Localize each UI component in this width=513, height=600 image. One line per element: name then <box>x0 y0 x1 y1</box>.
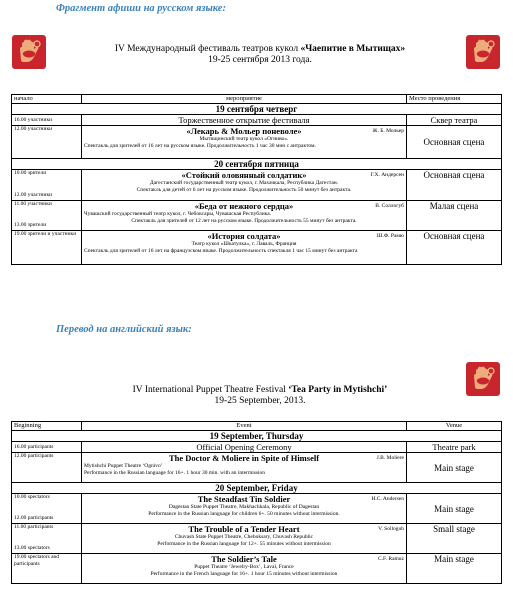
event-title: The Soldier’s Tale <box>211 554 277 564</box>
event-details: Performance in the French language for 16+. 1 hour 15 minutes without intermission <box>150 570 338 577</box>
col-begin-header: Beginning <box>12 422 82 431</box>
event-author: V. Sollogub <box>378 526 404 532</box>
festival-logo-icon <box>12 35 46 69</box>
event-company: Театр кукол «Шкатулка», г. Лаваль, Франция <box>191 241 297 247</box>
festival-logo-icon <box>466 35 500 69</box>
table-row <box>12 115 502 126</box>
col-begin-header: начало <box>12 95 82 104</box>
start-time: 12.00 участники <box>14 192 53 198</box>
event-title: «История солдата» <box>207 231 281 241</box>
title-line-bold: ‘Tea Party in Mytishchi’ <box>288 385 388 395</box>
table-row <box>12 170 502 201</box>
start-time: 10.00 spectators <box>14 494 50 500</box>
event-details: Спектакль для зрителей от 12 лет на русском языке. Продолжительность 55 минут без антракта. <box>131 217 357 224</box>
event-cell <box>82 201 407 231</box>
venue: Малая сцена <box>407 201 502 231</box>
col-event-header: мероприятие <box>82 95 407 104</box>
event-title: The Doctor & Moliere in Spite of Himself <box>168 453 320 463</box>
event-company: Mytishchi Puppet Theatre ‘Ognivo’ <box>84 463 163 469</box>
event-author: C.F. Ramuz <box>378 556 404 562</box>
start-time-cell <box>12 524 82 554</box>
event-cell <box>82 554 407 584</box>
event-details: Спектакль для детей от 6 лет на русском языке. Продолжительность 50 минут без антракта. <box>136 186 352 193</box>
venue: Main stage <box>407 494 502 524</box>
title-line-bold: «Чаепитие в Мытищах» <box>300 44 406 54</box>
table-row <box>12 442 502 453</box>
table-row <box>12 126 502 159</box>
section-heading-russian: Фрагмент афиши на русском языке: <box>56 3 226 14</box>
event-author: Г.Х. Андерсен <box>370 172 404 178</box>
event-author: H.C. Andersen <box>371 496 404 502</box>
event-author: J.B. Moliere <box>376 455 404 461</box>
start-time: 12.00 участники <box>12 126 82 159</box>
table-row <box>12 453 502 483</box>
start-time: 13.00 зрители <box>14 222 47 228</box>
start-time: 16.00 participants <box>12 442 82 453</box>
event-name: Official Opening Ceremony <box>82 442 407 453</box>
venue: Main stage <box>407 453 502 483</box>
table-row <box>12 231 502 265</box>
venue: Основная сцена <box>407 231 502 265</box>
event-company: Чувашский государственный театр кукол, г. Чебоксары, Чувашская Республика. <box>84 211 272 217</box>
day-heading: 20 September, Friday <box>12 483 502 494</box>
schedule-table-russian <box>11 94 502 265</box>
venue: Сквер театра <box>407 115 502 126</box>
event-cell <box>82 231 407 265</box>
event-cell <box>82 524 407 554</box>
venue: Small stage <box>407 524 502 554</box>
event-cell <box>82 453 407 483</box>
table-header-row <box>12 422 502 431</box>
start-time-cell <box>12 201 82 231</box>
event-title: «Лекарь & Мольер поневоле» <box>186 126 302 136</box>
day-heading: 19 September, Thursday <box>12 431 502 442</box>
festival-title-english <box>60 385 460 407</box>
start-time-cell <box>12 170 82 201</box>
table-row <box>12 524 502 554</box>
event-title: The Trouble of a Tender Heart <box>188 524 300 534</box>
schedule-table-english <box>11 421 502 584</box>
event-company: Дагестанский государственный театр кукол, г. Махачкала, Республика Дагестан. <box>149 180 339 186</box>
start-time: 11.00 участники <box>14 201 52 207</box>
table-row <box>12 554 502 584</box>
event-author: Ж. Б. Мольер <box>372 128 404 134</box>
event-company: Мытищинский театр кукол «Огниво». <box>199 136 289 142</box>
festival-title-russian <box>60 44 460 66</box>
event-cell <box>82 170 407 201</box>
event-title: «Стойкий оловянный солдатик» <box>181 170 307 180</box>
venue: Main stage <box>407 554 502 584</box>
event-details: Спектакль для зрителей от 16 лет на русском языке. Продолжительность 1 час 30 мин с антрактом. <box>84 142 316 149</box>
title-dates: 19-25 сентября 2013 года. <box>208 55 312 65</box>
start-time: 10.00 зрители <box>14 170 47 176</box>
title-line-prefix: IV International Puppet Theatre Festival <box>132 385 289 395</box>
event-cell <box>82 126 407 159</box>
table-header-row <box>12 95 502 104</box>
venue: Theatre park <box>407 442 502 453</box>
festival-logo-icon <box>466 362 500 396</box>
event-title: «Беда от нежного сердца» <box>194 201 294 211</box>
col-event-header: Event <box>82 422 407 431</box>
event-name: Торжественное открытие фестиваля <box>82 115 407 126</box>
event-details: Спектакль для зрителей от 16 лет на французском языке. Продолжительность спектакля 1 час 15 минут без антракта <box>84 247 358 254</box>
start-time: 12.00 participants <box>12 453 82 483</box>
col-venue-header: Место проведения <box>407 95 502 104</box>
table-row <box>12 201 502 231</box>
start-time-cell <box>12 494 82 524</box>
col-venue-header: Venue <box>407 422 502 431</box>
start-time: 19.00 spectators and participants <box>12 554 82 584</box>
event-title: The Steadfast Tin Soldier <box>197 494 291 504</box>
title-dates: 19-25 September, 2013. <box>214 396 306 406</box>
start-time: 13.00 spectators <box>14 545 50 551</box>
start-time: 19.00 зрители и участники <box>12 231 82 265</box>
event-company: Puppet Theatre ‘Jewelry-Box’, Laval, France <box>194 564 294 570</box>
table-row <box>12 494 502 524</box>
section-heading-english: Перевод на английский язык: <box>56 324 192 335</box>
start-time: 12.00 participants <box>14 515 54 521</box>
start-time: 16.00 участники <box>12 115 82 126</box>
event-company: Dagestan State Puppet Theatre, Makhachkala, Republic of Dagestan <box>168 504 320 510</box>
event-details: Performance in the Russian language for 16+. 1 hour 30 min. with an intermission <box>84 469 266 476</box>
start-time: 11.00 participants <box>14 524 54 530</box>
event-details: Performance in the Russian language for 12+. 55 minutes without intermission <box>157 540 331 547</box>
day-heading: 19 сентября четверг <box>12 104 502 115</box>
event-details: Performance in the Russian language for children 6+. 50 minutes without intermission. <box>148 510 340 517</box>
day-heading: 20 сентября пятница <box>12 159 502 170</box>
title-line-prefix: IV Международный фестиваль театров кукол <box>114 44 301 54</box>
event-author: В. Соллогуб <box>375 203 404 209</box>
venue: Основная сцена <box>407 126 502 159</box>
event-company: Chuvash State Puppet Theatre, Cheboksary, Chuvash Republic <box>174 534 314 540</box>
venue: Основная сцена <box>407 170 502 201</box>
event-author: Ш.Ф. Рамю <box>376 233 404 239</box>
event-cell <box>82 494 407 524</box>
